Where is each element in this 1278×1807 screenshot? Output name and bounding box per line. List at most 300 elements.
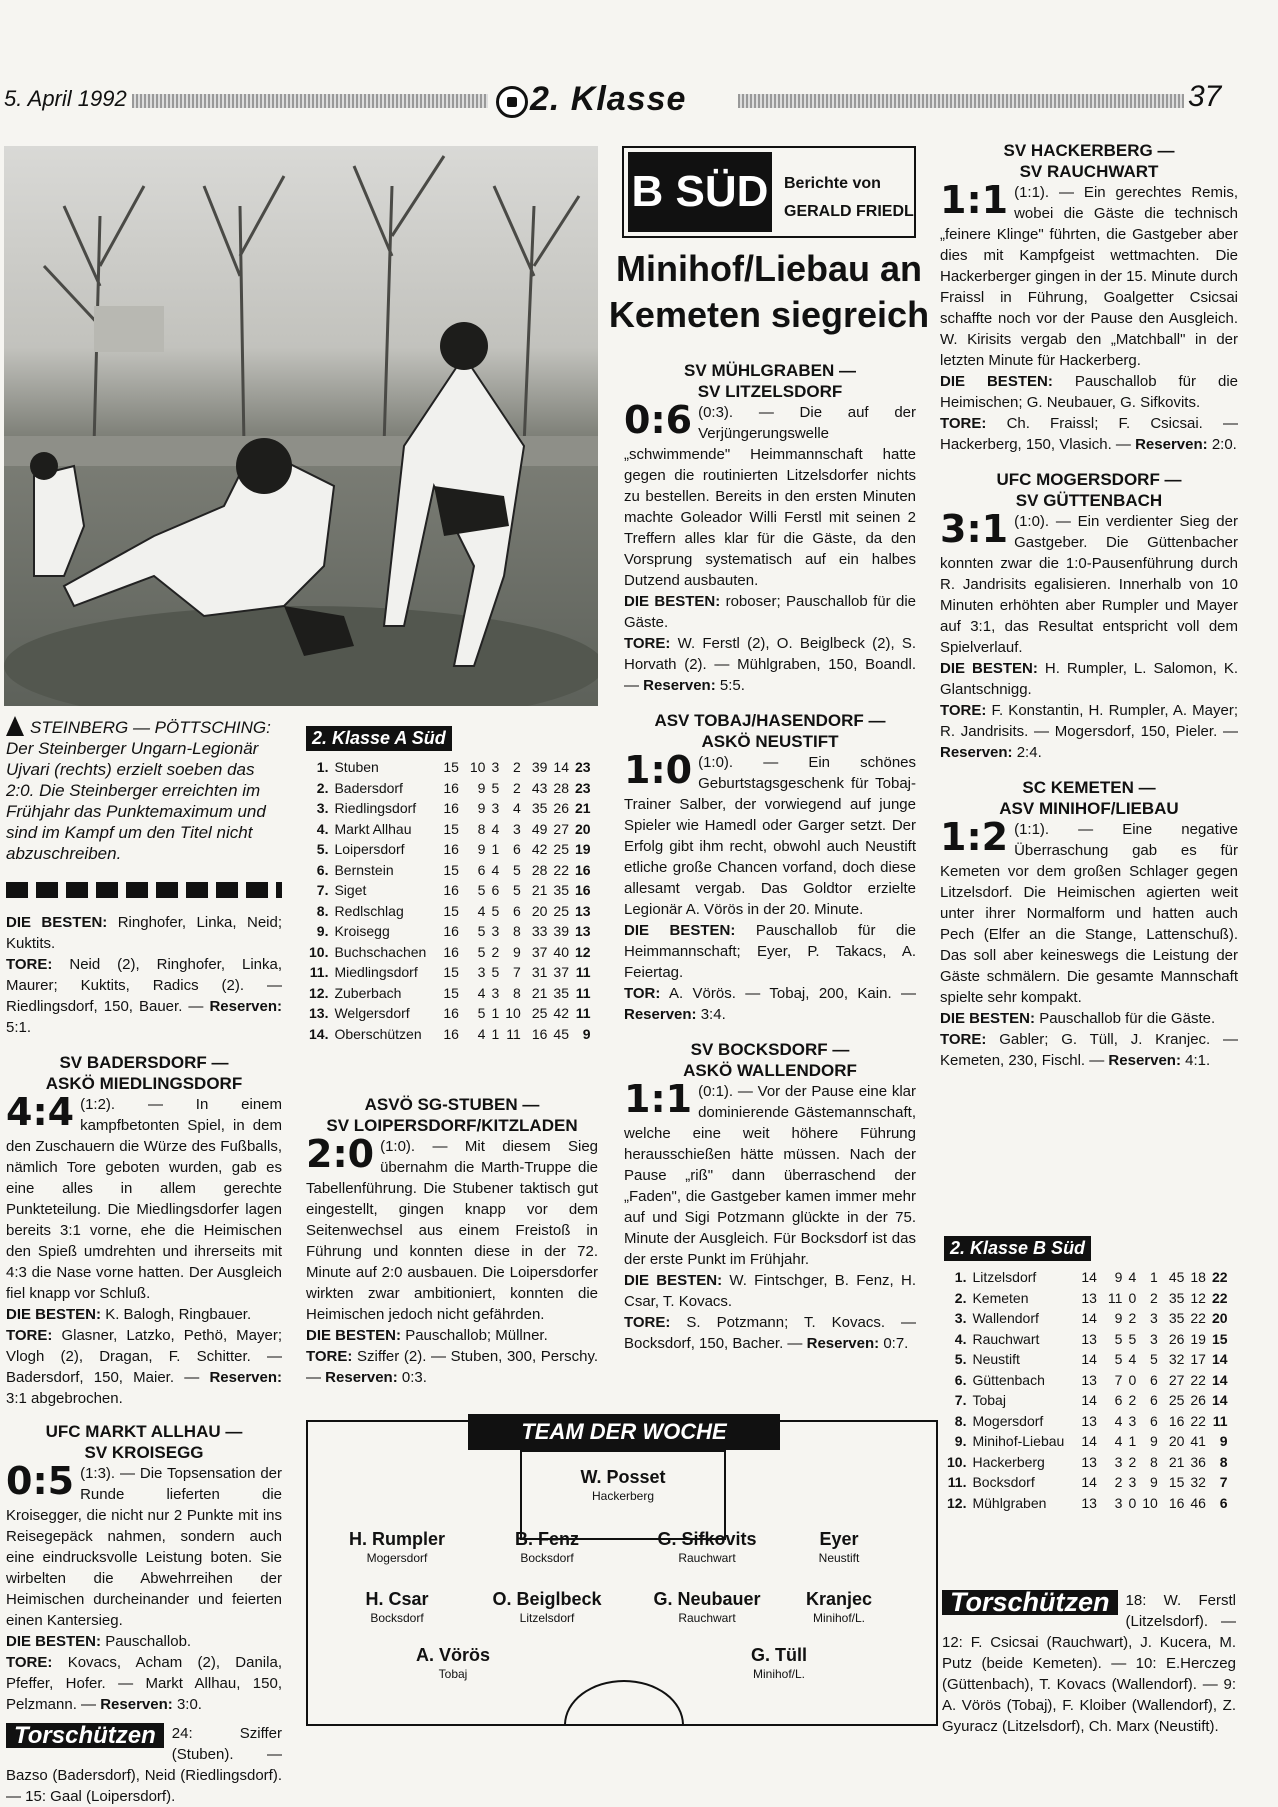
cell-ga: 27 xyxy=(553,820,569,837)
table-row xyxy=(306,1024,594,1045)
cell-gf: 39 xyxy=(531,759,548,775)
cell-s: 5 xyxy=(1114,1351,1123,1367)
cell-pos: 1. xyxy=(316,759,329,775)
cell-pts: 23 xyxy=(575,779,591,796)
cell-s: 4 xyxy=(477,984,486,1001)
match-score: 1:0 xyxy=(624,748,693,792)
cell-sp: 13 xyxy=(1081,1330,1097,1347)
photo-caption xyxy=(6,716,282,864)
cell-ga: 37 xyxy=(553,964,569,980)
cell-u: 3 xyxy=(491,984,500,1001)
cell-u: 3 xyxy=(491,800,500,816)
cell-pos: 4. xyxy=(316,820,329,837)
cell-pos: 12. xyxy=(947,1494,967,1511)
match-photo xyxy=(4,146,598,706)
match-report: 2:0 (1:0). — Mit diesem Sieg übernahm die Marth-Truppe die Tabellenführung. Die Stubener taktisch gut eingestellt, gingen knapp vor dem Seitenwechsel aus einem Freistoß in Führung und konnten diese in der 72. Minute auf 2:0 ausbauen. Die Loipersdorfer wirkten zwar ambitioniert, konnten die Heimischen jedoch nicht gefährden. DIE BESTEN: Pauschallob; Müllner. TORE: Sziffer (2). — Stuben, 300, Perschy. — Reserven: 0:3. xyxy=(306,1132,599,1386)
player: O. Beiglbeck Litzelsdorf xyxy=(492,1589,602,1625)
cell-u: 1 xyxy=(491,841,500,857)
cell-s: 11 xyxy=(1107,1289,1123,1306)
cell-sp: 16 xyxy=(443,923,459,939)
bsud-box xyxy=(622,146,916,238)
cell-team: Buchschachen xyxy=(334,943,427,960)
match-report: 1:0 (1:0). — Ein schönes Geburtstagsgeschenk für Tobaj-Trainer Salber, der vorwiegend auf junge Spieler wie Hamedl oder Garger setzt. Der Erfolg gibt ihm recht, obwohl auch Neustift etliche große Chancen vorfand, doch diese allesamt vergab. Das Goldtor erzielte Legionär A. Vörös in der 20. Minute. DIE BESTEN: Pauschallob für die Heimmannschaft; Eyer, P. Takacs, A. Feiertag. TOR: A. Vörös. — Tobaj, 200, Kain. — Reserven: 3:4. xyxy=(624,748,917,1023)
cell-gf: 35 xyxy=(1168,1289,1185,1306)
cell-ga: 45 xyxy=(553,1025,569,1042)
table-row xyxy=(306,942,594,963)
cell-pts: 16 xyxy=(575,882,591,898)
cell-n: 5 xyxy=(1150,1351,1158,1367)
match-report: 3:1 (1:0). — Ein verdienter Sieg der Gastgeber. Die Güttenbacher konnten zwar die 1:0-Pausenführung durch R. Jandrisits egalisieren. Innerhalb von 10 Minuten erhöhten aber Rumpler und Mayer auf 3:1, das Resultat entspricht voll dem Spielverlauf. DIE BESTEN: H. Rumpler, L. Salomon, K. Glantschnigg. TORE: F. Konstantin, H. Rumpler, A. Mayer; R. Jandrisits. — Mogersdorf, 150, Pieler. — Reserven: 2:4. xyxy=(940,507,1239,761)
cell-team: Badersdorf xyxy=(334,779,403,796)
table-row xyxy=(944,1267,1231,1288)
table-row xyxy=(944,1308,1231,1329)
cell-u: 1 xyxy=(1128,1433,1137,1449)
cell-ga: 22 xyxy=(1190,1371,1206,1388)
cell-ga: 26 xyxy=(553,800,569,816)
cell-s: 3 xyxy=(1114,1453,1123,1470)
match-heading: ASVÖ SG-STUBEN — SV LOIPERSDORF/KITZLADEN xyxy=(326,1095,578,1135)
cell-sp: 15 xyxy=(443,964,459,980)
cell-n: 6 xyxy=(1150,1371,1158,1388)
table-row xyxy=(306,880,594,901)
table-row xyxy=(944,1452,1231,1473)
cell-gf: 25 xyxy=(531,1005,548,1021)
cell-n: 2 xyxy=(513,759,521,775)
cell-gf: 33 xyxy=(531,923,548,939)
table-row xyxy=(306,901,594,922)
column-2-report xyxy=(306,1094,598,1388)
match-score: 3:1 xyxy=(940,507,1009,551)
match-report: 0:5 (1:3). — Die Topsensation der Runde lieferten die Kroisegger, die nicht nur 2 Punkte mit ins Reisegepäck nahmen, sondern auch eine eindrucksvolle Leistung boten. Sie wirbelten die Abwehrreihen der Heimischen durcheinander und feierten einen Kantersieg. DIE BESTEN: Pauschallob. TORE: Kovacs, Acham (2), Danila, Pfeffer, Hofer. — Markt Allhau, 150, Pelzmann. — Reserven: 3:0. xyxy=(6,1459,282,1713)
player: Kranjec Minihof/L. xyxy=(805,1589,873,1625)
cell-s: 6 xyxy=(1114,1392,1123,1408)
table-row xyxy=(306,860,594,881)
cell-ga: 26 xyxy=(1190,1392,1206,1408)
cell-pts: 11 xyxy=(1212,1412,1228,1429)
cell-sp: 15 xyxy=(443,820,459,837)
cell-u: 4 xyxy=(1128,1351,1137,1367)
pitch-marking xyxy=(308,1422,936,1724)
cell-pts: 23 xyxy=(575,759,591,775)
cell-team: Minihof-Liebau xyxy=(972,1433,1065,1449)
scorers-b xyxy=(942,1587,1236,1737)
cell-ga: 41 xyxy=(1190,1433,1206,1449)
cell-gf: 45 xyxy=(1168,1269,1185,1285)
cell-team: Güttenbach xyxy=(972,1371,1045,1388)
cell-gf: 25 xyxy=(1168,1392,1185,1408)
cell-s: 9 xyxy=(477,841,486,857)
cell-pts: 22 xyxy=(1211,1269,1228,1285)
table-row xyxy=(944,1411,1231,1432)
cell-u: 3 xyxy=(491,923,500,939)
cell-n: 8 xyxy=(513,923,521,939)
match-heading: SV HACKERBERG — SV RAUCHWART xyxy=(1003,141,1175,181)
cell-pts: 15 xyxy=(1211,1330,1228,1347)
cell-s: 9 xyxy=(1114,1269,1123,1285)
cell-team: Stuben xyxy=(334,759,379,775)
table-row xyxy=(306,778,594,799)
cell-team: Tobaj xyxy=(972,1392,1006,1408)
cell-team: Loipersdorf xyxy=(334,841,405,857)
cell-gf: 42 xyxy=(531,841,548,857)
cell-sp: 14 xyxy=(1081,1474,1097,1490)
match-report: 0:6 (0:3). — Die auf der Verjüngerungswelle „schwimmende" Heimmannschaft hatte gegen die routinierten Litzelsdorfer nichts zu bestellen. Bereits in den ersten Minuten machte Goleador Willi Ferstl mit seinen 2 Treffern alles klar für die Gäste, da den Vorsprung systematisch auf ein halbes Dutzend ausbauten. DIE BESTEN: roboser; Pauschallob für die Gäste. TORE: W. Ferstl (2), O. Beiglbeck (2), S. Horvath (2). — Mühlgraben, 150, Boandl. — Reserven: 5:5. xyxy=(624,398,916,694)
cell-pts: 13 xyxy=(575,923,591,939)
cell-u: 2 xyxy=(1128,1453,1137,1470)
cell-s: 7 xyxy=(1114,1371,1123,1388)
table-row xyxy=(944,1390,1231,1411)
cell-team: Hackerberg xyxy=(972,1453,1045,1470)
cell-pts: 22 xyxy=(1211,1289,1228,1306)
match-heading: UFC MARKT ALLHAU — SV KROISEGG xyxy=(45,1422,243,1462)
player: Eyer Neustift xyxy=(818,1529,860,1565)
cell-ga: 36 xyxy=(1190,1453,1206,1470)
table-row xyxy=(944,1493,1231,1514)
cell-gf: 26 xyxy=(1168,1330,1185,1347)
column-4 xyxy=(940,140,1238,1071)
byline: Berichte von GERALD FRIEDL xyxy=(784,175,914,220)
match-report: 1:1 (0:1). — Vor der Pause eine klar dominierende Gästemannschaft, welche eine weit höhere Führung herausschießen hätte müssen. Nach der Pause „riß" dann überraschend der „Faden", die Gastgeber kamen immer mehr auf und Sigi Potzmann glückte in der 75. Minute der Ausgleich. Für Bocksdorf ist das der erste Punkt im Frühjahr. DIE BESTEN: W. Fintschger, B. Fenz, H. Csar, T. Kovacs. TORE: S. Potzmann; T. Kovacs. — Bocksdorf, 150, Bacher. — Reserven: 0:7. xyxy=(624,1077,917,1352)
cell-pos: 11. xyxy=(309,964,329,980)
cell-pos: 1. xyxy=(954,1269,967,1285)
cell-team: Zuberbach xyxy=(334,984,402,1001)
cell-n: 1 xyxy=(1150,1269,1158,1285)
cell-ga: 46 xyxy=(1190,1494,1206,1511)
cell-pos: 10. xyxy=(947,1453,967,1470)
page-number: 37 xyxy=(1188,80,1222,113)
section-title: 2. Klasse xyxy=(530,80,687,118)
cell-pos: 2. xyxy=(316,779,329,796)
cell-pts: 11 xyxy=(575,964,591,980)
cell-pts: 11 xyxy=(575,1005,591,1021)
cell-pos: 8. xyxy=(316,902,329,919)
cell-gf: 49 xyxy=(531,820,548,837)
cell-ga: 22 xyxy=(1190,1310,1206,1326)
match-score: 1:2 xyxy=(940,815,1009,859)
cell-n: 9 xyxy=(1150,1474,1158,1490)
cell-n: 8 xyxy=(513,984,521,1001)
cell-n: 3 xyxy=(513,820,521,837)
scorers-box xyxy=(6,1723,282,1807)
table-row xyxy=(944,1472,1231,1493)
cell-pos: 10. xyxy=(309,943,329,960)
cell-n: 9 xyxy=(1150,1433,1158,1449)
cell-ga: 25 xyxy=(553,841,569,857)
cell-s: 6 xyxy=(477,861,486,878)
cell-u: 2 xyxy=(1128,1310,1137,1326)
match-score: 2:0 xyxy=(306,1132,375,1176)
match-report: 1:1 (1:1). — Ein gerechtes Remis, wobei die Gäste die technisch „feinere Klinge" führten, die Gastgeber aber dies mit Kampfgeist wettmachten. Die Hackerberger gingen in der 15. Minute durch Fraissl in Führung, Goalgetter Csicsai schaffte noch vor der Pause den Ausgleich. W. Kirisits vergab den „Matchball" in der letzten Minute für Hackerberg. DIE BESTEN: Pauschallob für die Heimischen; G. Neubauer, G. Sifkovits. TORE: Ch. Fraissl; F. Csicsai. — Hackerberg, 150, Vlasich. — Reserven: 2:0. xyxy=(940,178,1239,453)
cell-u: 5 xyxy=(491,964,500,980)
cell-s: 4 xyxy=(477,902,486,919)
cell-n: 6 xyxy=(1150,1392,1158,1408)
cell-pos: 6. xyxy=(316,861,329,878)
cell-team: Wallendorf xyxy=(972,1310,1039,1326)
cell-pts: 6 xyxy=(1219,1494,1228,1511)
cell-ga: 35 xyxy=(553,984,569,1001)
cell-ga: 22 xyxy=(553,861,569,878)
cell-n: 6 xyxy=(1150,1412,1158,1429)
cell-gf: 16 xyxy=(1168,1494,1185,1511)
caption-text: Der Steinberger Ungarn-Legionär Ujvari (rechts) erzielt soeben das 2:0. Die Steinberger erreichten im Frühjahr das Punktemaximum und sind im Kampf um den Titel nicht abzuschreiben. xyxy=(6,739,266,863)
cell-u: 0 xyxy=(1128,1289,1137,1306)
cell-ga: 39 xyxy=(553,923,569,939)
cell-u: 4 xyxy=(491,820,500,837)
cell-ga: 12 xyxy=(1190,1289,1206,1306)
cell-ga: 25 xyxy=(553,902,569,919)
headline: Minihof/Liebau an Kemeten siegreich xyxy=(608,248,930,335)
cell-pos: 7. xyxy=(954,1392,967,1408)
match-photo-drawing xyxy=(4,146,598,706)
separator-bar xyxy=(6,882,282,898)
team-of-week xyxy=(306,1420,938,1726)
cell-pos: 3. xyxy=(316,800,329,816)
cell-pts: 11 xyxy=(575,984,591,1001)
cell-pos: 14. xyxy=(309,1025,329,1042)
match-score: 0:5 xyxy=(6,1459,75,1503)
cell-sp: 16 xyxy=(443,841,459,857)
match-heading: SC KEMETEN — ASV MINIHOF/LIEBAU xyxy=(999,778,1179,818)
cell-pos: 6. xyxy=(954,1371,967,1388)
player: G. Sifkovits Rauchwart xyxy=(657,1529,757,1565)
cell-gf: 43 xyxy=(531,779,548,796)
cell-pts: 9 xyxy=(582,1025,591,1042)
cell-team: Welgersdorf xyxy=(334,1005,410,1021)
match-score: 0:6 xyxy=(624,398,693,442)
player: G. Tüll Minihof/L. xyxy=(751,1645,807,1681)
cell-n: 5 xyxy=(513,861,521,878)
cell-sp: 13 xyxy=(1081,1371,1097,1388)
table-row xyxy=(306,962,594,983)
table-row xyxy=(306,983,594,1004)
match-heading: SV MÜHLGRABEN — SV LITZELSDORF xyxy=(684,361,856,401)
cell-u: 5 xyxy=(1128,1330,1137,1347)
cell-s: 5 xyxy=(477,1005,486,1021)
match-report: 1:2 (1:1). — Eine negative Überraschung gab es für Kemeten vor dem großen Schlager gegen Litzelsdorf. Die Heimischen agierten weit unter ihrer Normalform und hatten auch Pech (Elfer an die Stange, Lattenschuß). Das soll aber keineswegs die Leistung der Gäste schmälern. Die gesamte Mannschaft spielte sehr kompakt. DIE BESTEN: Pauschallob für die Gäste. TORE: Gabler; G. Tüll, J. Kranjec. — Kemeten, 230, Fischl. — Reserven: 4:1. xyxy=(940,815,1239,1069)
header-rule-left xyxy=(132,94,488,108)
cell-team: Mogersdorf xyxy=(972,1412,1044,1429)
cell-sp: 15 xyxy=(443,984,459,1001)
cell-n: 3 xyxy=(1150,1330,1158,1347)
cell-gf: 21 xyxy=(1168,1453,1185,1470)
cell-s: 3 xyxy=(1114,1494,1123,1511)
cell-team: Neustift xyxy=(972,1351,1020,1367)
cell-sp: 15 xyxy=(443,902,459,919)
cell-s: 4 xyxy=(1114,1412,1123,1429)
cell-sp: 16 xyxy=(443,1025,459,1042)
standings-a xyxy=(306,726,596,1044)
cell-s: 10 xyxy=(469,759,486,775)
cell-sp: 15 xyxy=(443,861,459,878)
table-row xyxy=(306,1003,594,1024)
match-heading: ASV TOBAJ/HASENDORF — ASKÖ NEUSTIFT xyxy=(654,711,886,751)
cell-team: Bernstein xyxy=(334,861,394,878)
cell-team: Litzelsdorf xyxy=(972,1269,1037,1285)
cell-n: 2 xyxy=(513,779,521,796)
cell-pos: 9. xyxy=(316,923,329,939)
cell-sp: 14 xyxy=(1081,1433,1097,1449)
cell-pts: 21 xyxy=(575,800,591,816)
center-arc xyxy=(564,1680,684,1724)
header-rule-right xyxy=(738,94,1184,108)
cell-team: Kroisegg xyxy=(334,923,390,939)
cell-team: Bocksdorf xyxy=(972,1474,1035,1490)
scorers-title: Torschützen xyxy=(6,1723,164,1748)
cell-s: 5 xyxy=(1114,1330,1123,1347)
match-heading: SV BADERSDORF — ASKÖ MIEDLINGSDORF xyxy=(45,1053,243,1093)
cell-n: 6 xyxy=(513,841,521,857)
cell-team: Markt Allhau xyxy=(334,820,412,837)
cell-sp: 13 xyxy=(1081,1453,1097,1470)
cell-team: Redlschlag xyxy=(334,902,404,919)
cell-pos: 3. xyxy=(954,1310,967,1326)
player: H. Csar Bocksdorf xyxy=(365,1589,429,1625)
cell-s: 5 xyxy=(477,882,486,898)
cell-ga: 42 xyxy=(553,1005,569,1021)
cell-s: 4 xyxy=(1114,1433,1123,1449)
cell-ga: 18 xyxy=(1190,1269,1206,1285)
cell-pos: 13. xyxy=(309,1005,329,1021)
cell-sp: 14 xyxy=(1081,1269,1097,1285)
standings-a-title: 2. Klasse A Süd xyxy=(306,726,452,751)
cell-ga: 19 xyxy=(1190,1330,1206,1347)
match-report: 4:4 (1:2). — In einem kampfbetonten Spiel, in dem den Zuschauern die Würze des Fußballs, nämlich Tore geboten wurden, gab es eine alles in allem gerechte Punkteteilung. Die Miedlingsdorfer lagen bereits 3:1 vorne, ehe die Heimischen den Spieß umdrehten und ihrerseits mit 4:3 die Nase vorne hatten. Der Ausgleich fiel knapp vor Schluß. DIE BESTEN: K. Balogh, Ringbauer. TORE: Glasner, Latzko, Pethö, Mayer; Vlogh (2), Dragan, F. Schitter. — Badersdorf, 150, Maier. — Reserven: 3:1 abgebrochen. xyxy=(6,1090,283,1407)
cell-sp: 14 xyxy=(1081,1310,1097,1326)
cell-s: 5 xyxy=(477,923,486,939)
cell-s: 2 xyxy=(1114,1474,1123,1490)
cell-pts: 19 xyxy=(575,841,591,857)
scorers-b-text: 18: W. Ferstl (Litzelsdorf). — 12: F. Csicsai (Rauchwart), J. Kucera, M. Putz (beide Kemeten). — 10: E.Herczeg (Güttenbach), T. Kovacs (Wallendorf). — 9: A. Vörös (Tobaj), F. Kloiber (Wallendorf), Z. Gyuracz (Litzelsdorf), Ch. Marx (Neustift). xyxy=(942,1592,1236,1735)
cell-sp: 16 xyxy=(443,800,459,816)
cell-n: 2 xyxy=(1150,1289,1158,1306)
table-row xyxy=(306,798,594,819)
cell-u: 3 xyxy=(1128,1474,1137,1490)
column-3 xyxy=(624,360,916,1354)
cell-u: 3 xyxy=(1128,1412,1137,1429)
cell-n: 11 xyxy=(506,1025,521,1042)
standings-b xyxy=(944,1236,1238,1513)
cell-gf: 21 xyxy=(531,882,548,898)
cell-pts: 16 xyxy=(575,861,591,878)
table-row xyxy=(306,921,594,942)
cell-s: 5 xyxy=(477,943,486,960)
player: A. Vörös Tobaj xyxy=(415,1645,490,1681)
cell-team: Oberschützen xyxy=(334,1025,422,1042)
cell-u: 0 xyxy=(1128,1494,1137,1511)
cell-ga: 14 xyxy=(553,759,569,775)
cell-u: 4 xyxy=(1128,1269,1137,1285)
cell-sp: 13 xyxy=(1081,1412,1097,1429)
cell-team: Riedlingsdorf xyxy=(334,800,417,816)
cell-team: Kemeten xyxy=(972,1289,1029,1306)
match-score: 4:4 xyxy=(6,1090,75,1134)
cell-team: Mühlgraben xyxy=(972,1494,1047,1511)
cell-pos: 5. xyxy=(954,1351,967,1367)
cell-pts: 13 xyxy=(575,902,591,919)
cell-n: 4 xyxy=(513,800,521,816)
cell-pts: 14 xyxy=(1211,1371,1228,1388)
cell-gf: 32 xyxy=(1168,1351,1185,1367)
standings-b-title: 2. Klasse B Süd xyxy=(944,1236,1091,1261)
report-fragment: DIE BESTEN: Ringhofer, Linka, Neid; Kuktits. TORE: Neid (2), Ringhofer, Linka, Maurer; Kuktits, Radics (2). — Riedlingsdorf, 150, Bauer. — Reserven: 5:1. xyxy=(6,914,282,1036)
cell-u: 0 xyxy=(1128,1371,1137,1388)
cell-u: 1 xyxy=(491,1025,500,1042)
caption-title: STEINBERG — PÖTTSCHING: xyxy=(30,718,271,737)
cell-s: 9 xyxy=(477,800,486,816)
cell-n: 8 xyxy=(1150,1453,1158,1470)
cell-sp: 14 xyxy=(1081,1351,1097,1367)
cell-ga: 28 xyxy=(553,779,569,796)
table-row xyxy=(944,1349,1231,1370)
cell-u: 1 xyxy=(491,1005,500,1021)
cell-sp: 16 xyxy=(443,1005,459,1021)
cell-team: Rauchwart xyxy=(972,1330,1040,1347)
cell-s: 9 xyxy=(477,779,486,796)
table-row xyxy=(306,839,594,860)
player: H. Rumpler Mogersdorf xyxy=(348,1529,445,1565)
cell-gf: 28 xyxy=(531,861,548,878)
match-heading: SV BOCKSDORF — ASKÖ WALLENDORF xyxy=(683,1040,857,1080)
issue-date: 5. April 1992 xyxy=(4,86,127,111)
cell-gf: 20 xyxy=(1168,1433,1185,1449)
cell-ga: 22 xyxy=(1190,1412,1206,1429)
cell-pts: 14 xyxy=(1211,1392,1228,1408)
table-row xyxy=(306,819,594,840)
cell-gf: 35 xyxy=(1168,1310,1185,1326)
cell-team: Miedlingsdorf xyxy=(334,964,418,980)
cell-n: 10 xyxy=(1142,1494,1158,1511)
cell-n: 9 xyxy=(513,943,521,960)
player-goalkeeper: W. Posset Hackerberg xyxy=(580,1467,666,1503)
scorers-text: 24: Sziffer (Stuben). — Bazso (Badersdorf), Neid (Riedlingsdorf). — 15: Gaal (Loipersdorf). xyxy=(6,1725,282,1805)
cell-gf: 21 xyxy=(531,984,548,1001)
standings-a-table xyxy=(306,757,594,1044)
cell-gf: 37 xyxy=(531,943,548,960)
cell-gf: 27 xyxy=(1168,1371,1185,1388)
cell-n: 6 xyxy=(513,902,521,919)
cell-pos: 7. xyxy=(316,882,329,898)
table-row xyxy=(944,1288,1231,1309)
cell-pos: 12. xyxy=(309,984,329,1001)
cell-sp: 13 xyxy=(1081,1289,1097,1306)
scorers-b-title: Torschützen xyxy=(942,1590,1118,1615)
cell-pos: 9. xyxy=(954,1433,967,1449)
cell-pts: 14 xyxy=(1211,1351,1228,1367)
cell-s: 8 xyxy=(477,820,486,837)
cell-pos: 4. xyxy=(954,1330,967,1347)
cell-ga: 32 xyxy=(1190,1474,1206,1490)
cell-gf: 16 xyxy=(531,1025,548,1042)
cell-n: 3 xyxy=(1150,1310,1158,1326)
player: B. Fenz Bocksdorf xyxy=(514,1529,579,1565)
cell-u: 4 xyxy=(491,861,500,878)
cell-n: 5 xyxy=(513,882,521,898)
cell-u: 6 xyxy=(491,882,500,898)
cell-ga: 17 xyxy=(1190,1351,1206,1367)
cell-u: 2 xyxy=(1128,1392,1137,1408)
cell-gf: 31 xyxy=(531,964,548,980)
match-heading: UFC MOGERSDORF — SV GÜTTENBACH xyxy=(996,470,1182,510)
cell-pos: 11. xyxy=(947,1474,967,1490)
player: G. Neubauer Rauchwart xyxy=(653,1589,761,1625)
cell-u: 5 xyxy=(491,779,500,796)
cell-s: 3 xyxy=(477,964,486,980)
cell-sp: 16 xyxy=(443,943,459,960)
cell-sp: 16 xyxy=(443,779,459,796)
table-row xyxy=(944,1431,1231,1452)
cell-sp: 13 xyxy=(1081,1494,1097,1511)
cell-gf: 20 xyxy=(531,902,548,919)
